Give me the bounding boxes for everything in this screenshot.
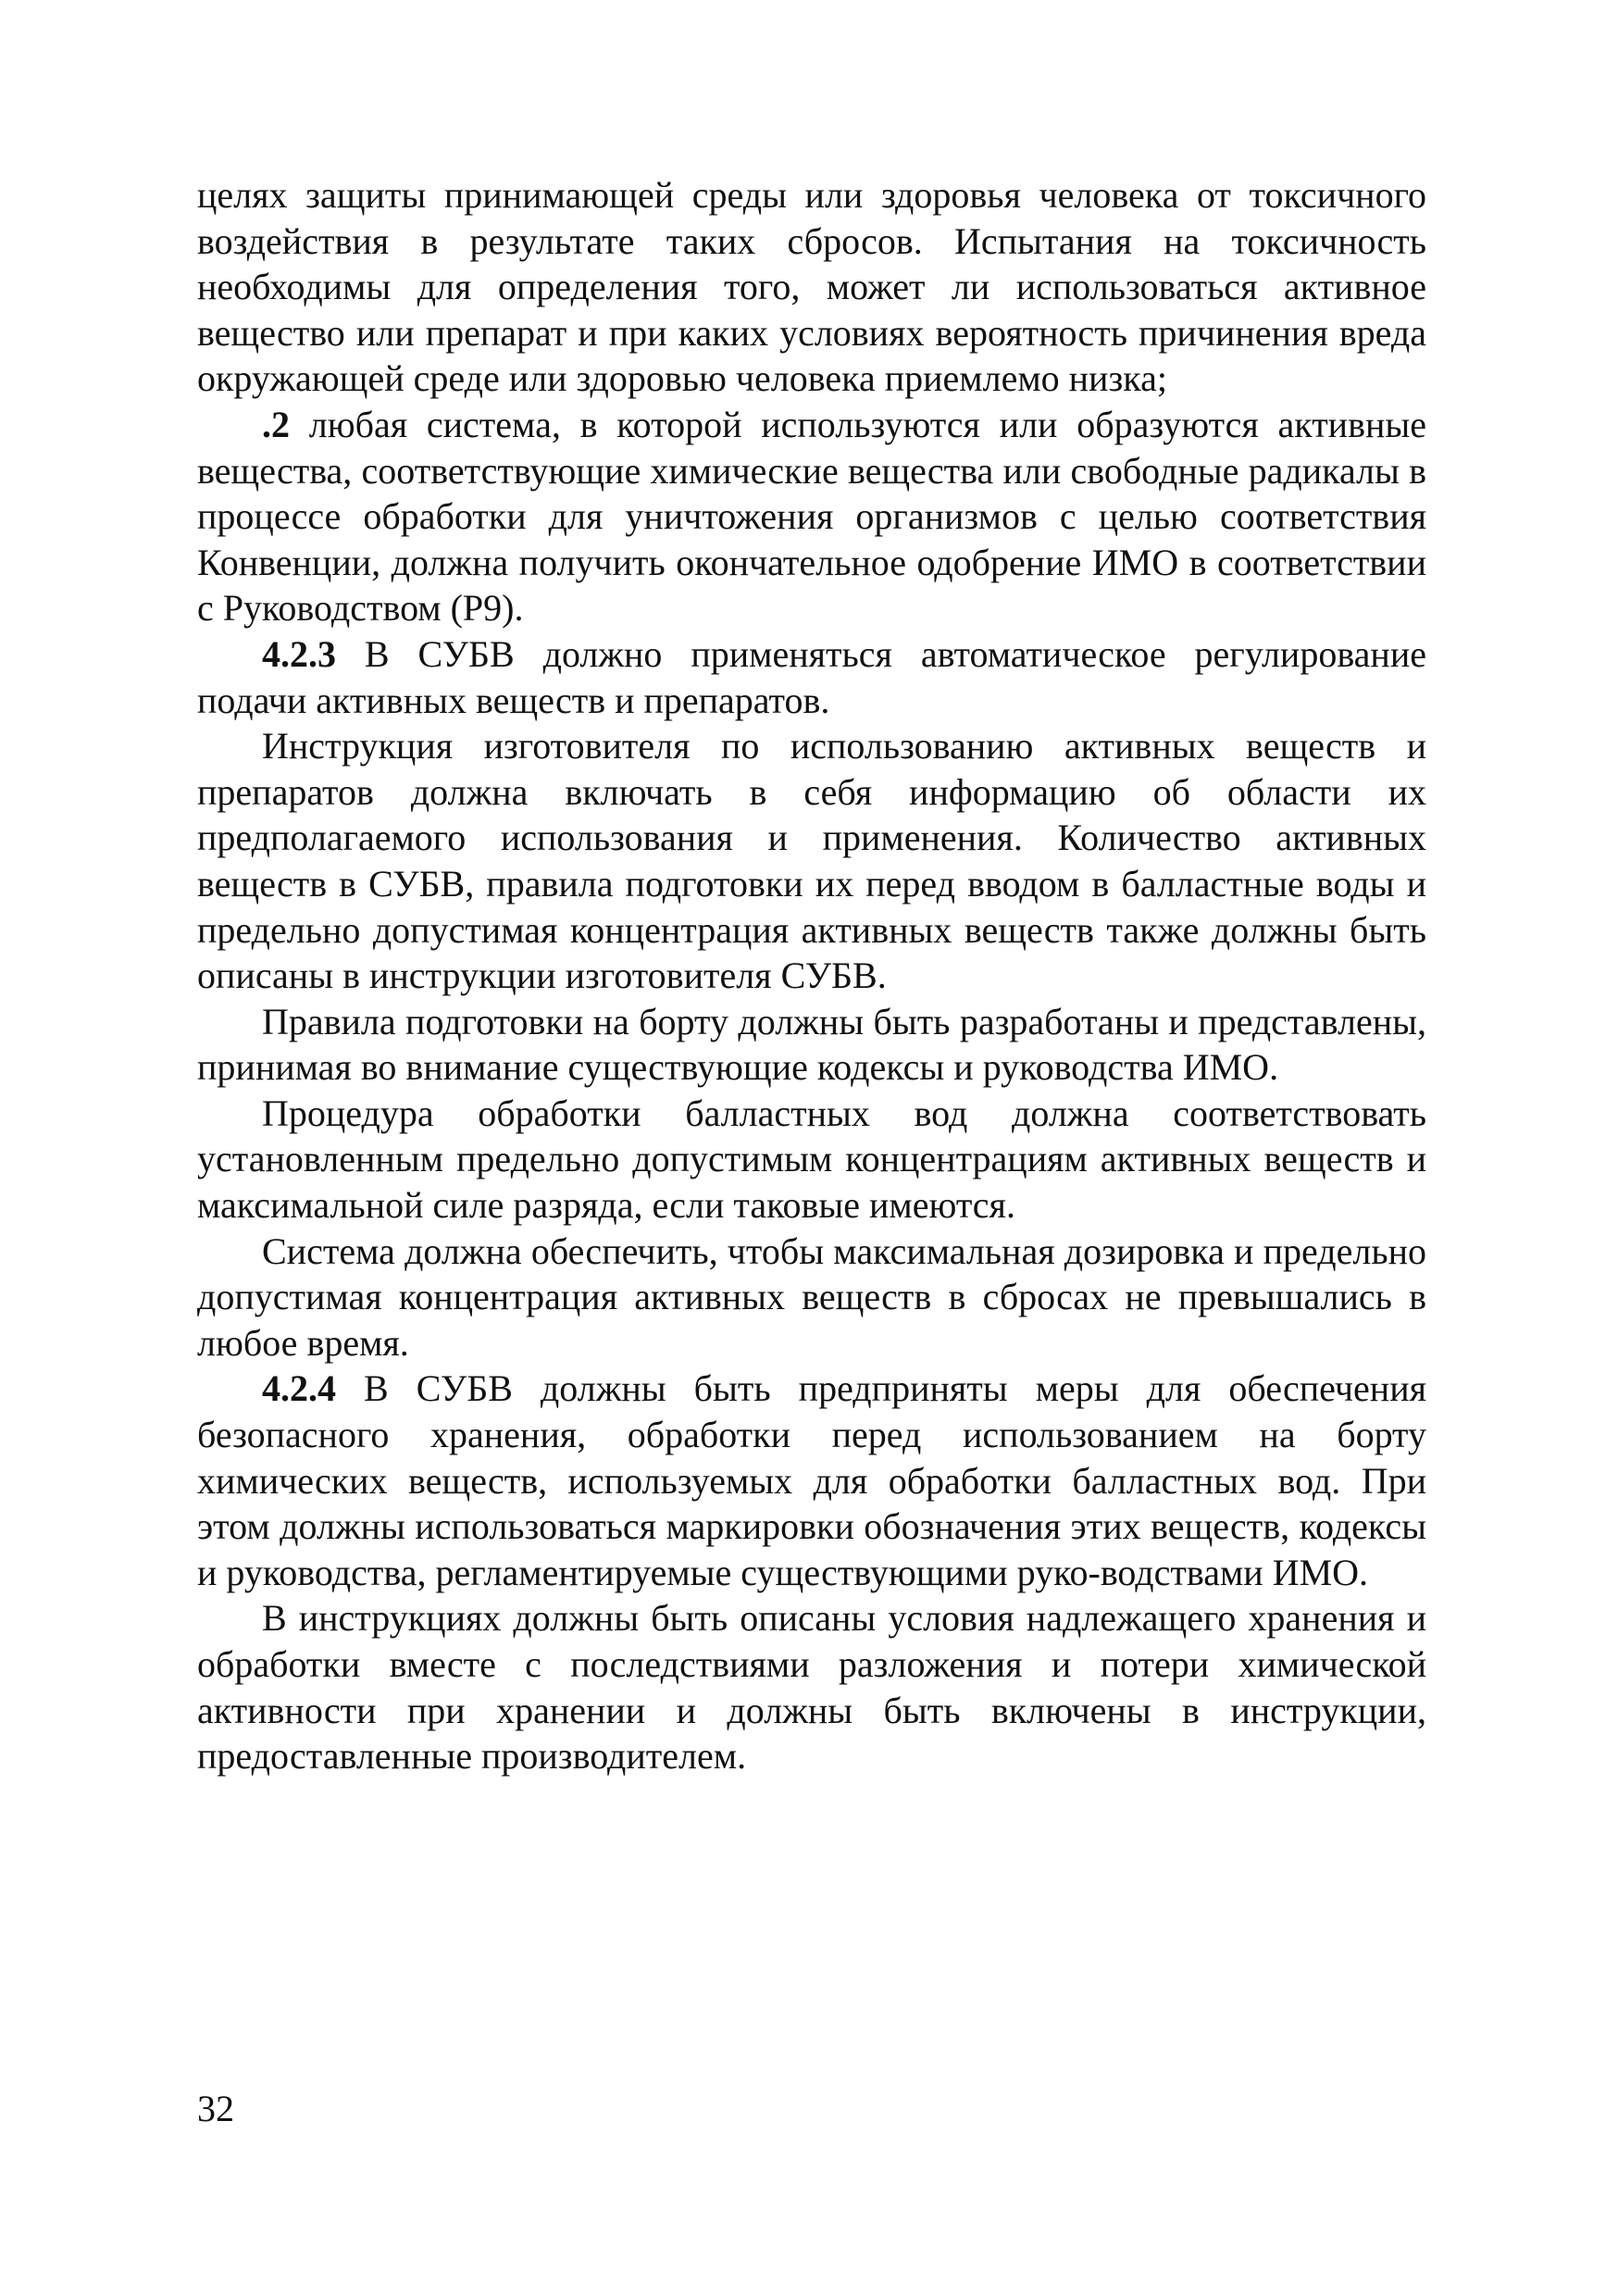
paragraph-storage-instructions	[197, 1595, 1426, 1778]
paragraph-manufacturer-instruction	[197, 723, 1426, 999]
paragraph-text: целях защиты принимающей среды или здоровья человека от токсичного воздействия в результате таких сбросов. Испытания на токсичность необходимы для определения того, может ли использоваться активное вещество или препарат и при каких условиях вероятность причинения вреда окружающей среде или здоровью человека приемлемо низка;	[197, 174, 1426, 400]
paragraph-4-2-3	[197, 631, 1426, 723]
paragraph-text: Система должна обеспечить, чтобы максимальная дозировка и предельно допустимая концентрация активных веществ в сбросах не превышались в любое время.	[197, 1229, 1426, 1364]
paragraph-system-dosage	[197, 1229, 1426, 1366]
paragraph-text: В инструкциях должны быть описаны условия надлежащего хранения и обработки вместе с последствиями разложения и потери химической активности при хранении и должны быть включены в инструкции, предоставленные производителем.	[197, 1597, 1426, 1778]
paragraph-text: В СУБВ должно применяться автоматическое регулирование подачи активных веществ и препаратов.	[197, 632, 1426, 721]
paragraph-text: Правила подготовки на борту должны быть разработаны и представлены, принимая во внимание существующие кодексы и руководства ИМО.	[197, 1000, 1426, 1089]
page-body	[197, 172, 1426, 1779]
paragraph-continued-toxicity	[197, 172, 1426, 402]
paragraph-treatment-procedure	[197, 1091, 1426, 1229]
paragraph-onboard-preparation	[197, 999, 1426, 1091]
paragraph-item-2	[197, 402, 1426, 631]
section-number: 4.2.3	[262, 632, 336, 675]
page-number: 32	[197, 2088, 234, 2129]
paragraph-4-2-4	[197, 1366, 1426, 1595]
paragraph-text: Инструкция изготовителя по использованию активных веществ и препаратов должна включать в себя информацию об области их предполагаемого использования и применения. Количество активных веществ в СУБВ, правила подготовки их перед вводом в балластные воды и предельно допустимая концентрация активных веществ также должны быть описаны в инструкции изготовителя СУБВ.	[197, 725, 1426, 997]
item-number: .2	[262, 403, 290, 445]
section-number: 4.2.4	[262, 1367, 336, 1410]
paragraph-text: любая система, в которой используются или образуются активные вещества, соответствующие химические вещества или свободные радикалы в процессе обработки для уничтожения организмов с целью соответствия Конвенции, должна получить окончательное одобрение ИМО в соответствии с Руководством (Р9).	[197, 403, 1426, 630]
paragraph-text: В СУБВ должны быть предприняты меры для обеспечения безопасного хранения, обработки перед использованием на борту химических веществ, используемых для обработки балластных вод. При этом должны использоваться маркировки обозначения этих веществ, кодексы и руководства, регламентируемые существующими руко-водствами ИМО.	[197, 1367, 1426, 1593]
paragraph-text: Процедура обработки балластных вод должна соответствовать установленным предельно допустимым концентрациям активных веществ и максимальной силе разряда, если таковые имеются.	[197, 1092, 1426, 1227]
